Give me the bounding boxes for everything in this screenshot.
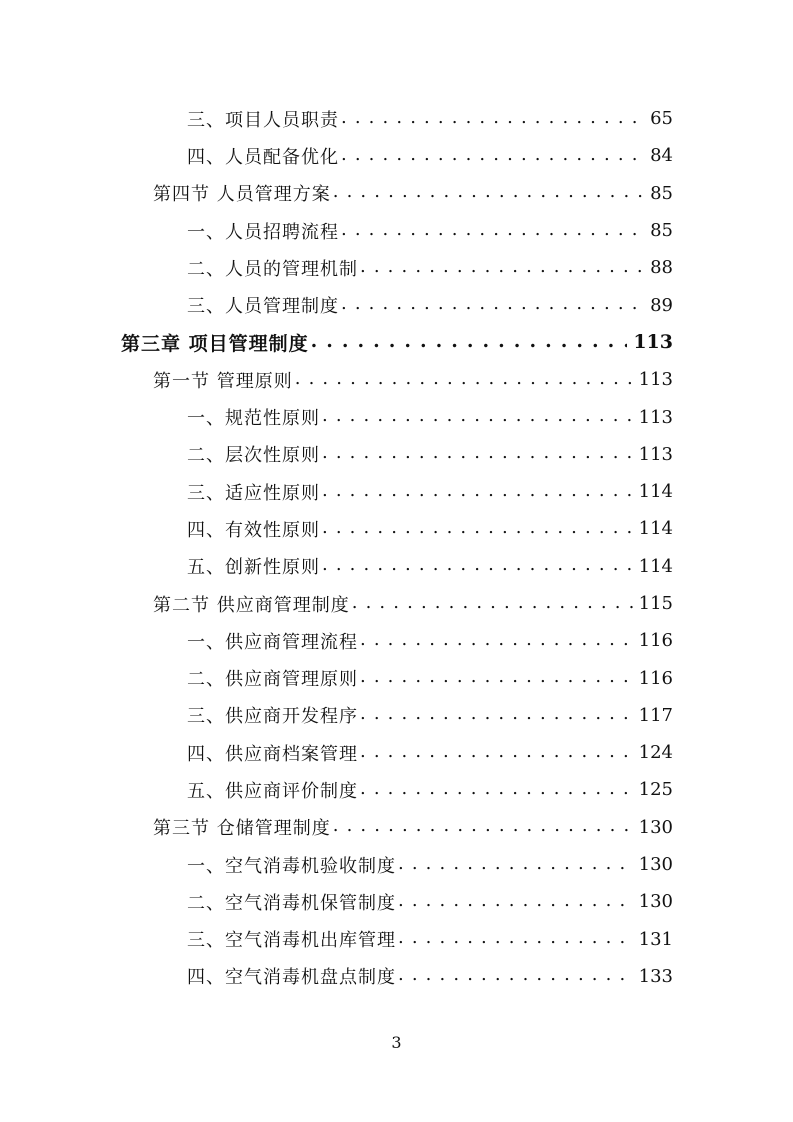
toc-leader-dots — [352, 595, 633, 613]
toc-leader-dots — [333, 184, 644, 202]
toc-entry-label: 五、创新性原则 — [187, 557, 320, 579]
toc-entry-label: 一、人员招聘流程 — [187, 221, 339, 243]
toc-entry[interactable] — [0, 734, 793, 771]
toc-entry-label: 二、层次性原则 — [187, 445, 320, 467]
toc-leader-dots — [322, 520, 633, 538]
toc-leader-dots — [398, 930, 633, 948]
toc-entry-page: 131 — [638, 928, 673, 950]
toc-entry-label: 五、供应商评价制度 — [187, 780, 358, 802]
toc-entry-page: 130 — [638, 816, 673, 838]
toc-entry-label: 三、项目人员职责 — [187, 109, 339, 131]
toc-entry-page: 113 — [638, 369, 673, 391]
toc-leader-dots — [360, 259, 644, 277]
toc-entry[interactable] — [0, 921, 793, 958]
toc-chapter-entry[interactable] — [0, 324, 793, 361]
toc-entry-label: 第四节 人员管理方案 — [153, 184, 331, 206]
toc-entry-label: 一、供应商管理流程 — [187, 631, 358, 653]
toc-entry[interactable] — [0, 212, 793, 249]
toc-entry-label: 四、空气消毒机盘点制度 — [187, 967, 396, 989]
toc-leader-dots — [398, 967, 633, 985]
toc-entry-label: 三、人员管理制度 — [187, 296, 339, 318]
toc-leader-dots — [341, 222, 644, 240]
toc-entry[interactable] — [0, 771, 793, 808]
toc-entry-label: 四、供应商档案管理 — [187, 743, 358, 765]
toc-entry-page: 113 — [633, 331, 673, 354]
toc-entry[interactable] — [0, 697, 793, 734]
toc-leader-dots — [322, 483, 633, 501]
toc-section-entry[interactable] — [0, 361, 793, 398]
toc-entry[interactable] — [0, 659, 793, 696]
toc-entry-page: 130 — [638, 854, 673, 876]
toc-leader-dots — [398, 856, 633, 874]
toc-entry[interactable] — [0, 100, 793, 137]
toc-entry-label: 二、人员的管理机制 — [187, 258, 358, 280]
toc-entry-page: 117 — [638, 704, 673, 726]
toc-entry[interactable] — [0, 548, 793, 585]
toc-entry-page: 85 — [650, 182, 673, 204]
toc-leader-dots — [341, 147, 644, 165]
toc-entry-page: 114 — [638, 518, 673, 540]
toc-section-entry[interactable] — [0, 585, 793, 622]
toc-entry-label: 三、空气消毒机出库管理 — [187, 930, 396, 952]
toc-entry-label: 四、有效性原则 — [187, 519, 320, 541]
toc-leader-dots — [360, 669, 633, 687]
toc-entry[interactable] — [0, 473, 793, 510]
toc-entry[interactable] — [0, 883, 793, 920]
toc-entry[interactable] — [0, 622, 793, 659]
toc-entry-label: 一、空气消毒机验收制度 — [187, 855, 396, 877]
toc-entry-label: 一、规范性原则 — [187, 408, 320, 430]
toc-entry-page: 116 — [638, 630, 673, 652]
toc-section-entry[interactable] — [0, 809, 793, 846]
toc-entry-page: 125 — [638, 779, 673, 801]
toc-leader-dots — [360, 744, 633, 762]
page-number: 3 — [391, 1033, 402, 1052]
toc-leader-dots — [322, 408, 633, 426]
toc-leader-dots — [360, 632, 633, 650]
toc-leader-dots — [341, 110, 644, 128]
toc-leader-dots — [360, 781, 633, 799]
toc-entry[interactable] — [0, 510, 793, 547]
toc-entry-page: 114 — [638, 555, 673, 577]
toc-entry-page: 116 — [638, 667, 673, 689]
toc-entry[interactable] — [0, 436, 793, 473]
toc-entry-page: 113 — [638, 443, 673, 465]
toc-entry-label: 第三章 项目管理制度 — [121, 332, 309, 355]
toc-leader-dots — [360, 706, 633, 724]
toc-entry-label: 二、供应商管理原则 — [187, 669, 358, 691]
toc-entry[interactable] — [0, 249, 793, 286]
toc-entry[interactable] — [0, 137, 793, 174]
toc-entry-label: 第三节 仓储管理制度 — [153, 818, 331, 840]
toc-entry-label: 二、空气消毒机保管制度 — [187, 892, 396, 914]
toc-entry-label: 第二节 供应商管理制度 — [153, 594, 350, 616]
toc-entry-page: 113 — [638, 406, 673, 428]
toc-entry[interactable] — [0, 398, 793, 435]
toc-entry[interactable] — [0, 846, 793, 883]
toc-entry[interactable] — [0, 958, 793, 995]
toc-section-entry[interactable] — [0, 175, 793, 212]
toc-entry[interactable] — [0, 286, 793, 323]
toc-entry-page: 124 — [638, 742, 673, 764]
toc-entry-label: 第一节 管理原则 — [153, 370, 293, 392]
toc-entry-page: 89 — [650, 294, 673, 316]
toc-entry-label: 三、供应商开发程序 — [187, 706, 358, 728]
table-of-contents — [0, 100, 793, 995]
toc-entry-label: 四、人员配备优化 — [187, 146, 339, 168]
toc-leader-dots — [333, 818, 633, 836]
toc-entry-page: 114 — [638, 481, 673, 503]
toc-leader-dots — [295, 371, 633, 389]
toc-entry-label: 三、适应性原则 — [187, 482, 320, 504]
toc-leader-dots — [322, 445, 633, 463]
toc-leader-dots — [311, 333, 628, 351]
toc-leader-dots — [341, 296, 644, 314]
toc-entry-page: 115 — [638, 593, 673, 614]
toc-leader-dots — [398, 893, 633, 911]
toc-entry-page: 65 — [650, 108, 673, 130]
toc-entry-page: 133 — [638, 965, 673, 987]
toc-entry-page: 84 — [650, 145, 673, 167]
toc-leader-dots — [322, 557, 633, 575]
toc-entry-page: 130 — [638, 891, 673, 913]
toc-entry-page: 88 — [650, 257, 673, 279]
toc-entry-page: 85 — [650, 220, 673, 242]
